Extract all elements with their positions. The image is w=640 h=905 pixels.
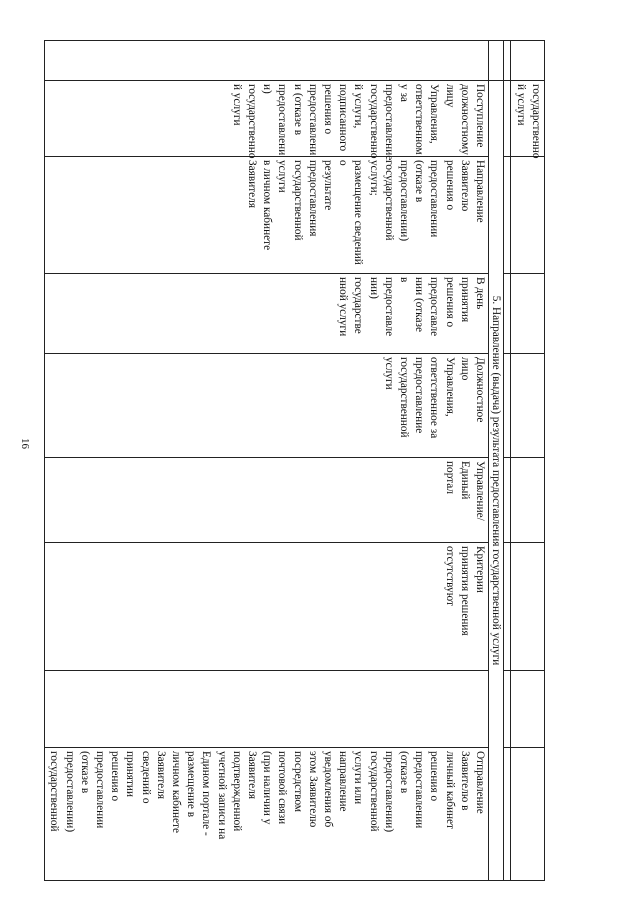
procedure-table bbox=[44, 40, 545, 881]
empty-cell bbox=[511, 543, 545, 671]
cell-responsible: Должностное лицо Управления, ответственное за предоставление государственной услуги bbox=[45, 354, 489, 458]
empty-cell bbox=[504, 458, 511, 543]
empty-cell bbox=[511, 458, 545, 543]
procedure-table-wrapper bbox=[48, 40, 545, 880]
empty-cell bbox=[504, 157, 511, 274]
cell-empty-result bbox=[45, 671, 489, 748]
cell-term: В день принятия решения о предоставле нии (отказе в предоставле нии) государстве нной услуги bbox=[45, 274, 489, 354]
empty-cell bbox=[504, 671, 511, 748]
empty-cell bbox=[45, 41, 489, 81]
previous-row-cell: государственно й услуги bbox=[511, 81, 545, 157]
empty-cell bbox=[504, 354, 511, 458]
page-number: 16 bbox=[19, 438, 31, 449]
empty-cell bbox=[511, 41, 545, 81]
cell-result: Отправление Заявителю в личный кабинет решения о предоставлении (отказе в предоставлении) государственной услуги или направление уведомления об этом Заявителю посредством почтовой связи (при наличии у Заявителя подтвержденной учетной записи на Едином портале - размещение в личном кабинете Заявителя сведений о принятии решения о предоставлении (отказе в предоставлении) государственной bbox=[45, 748, 489, 881]
cell-action: Направление Заявителю решения о предоставлении (отказе в предоставлении) государственной услуги; размещение сведений о результате предоставления государственной услуги в личном кабинете Заявителя bbox=[45, 157, 489, 274]
empty-cell bbox=[511, 157, 545, 274]
empty-cell bbox=[511, 671, 545, 748]
empty-cell bbox=[489, 41, 504, 81]
cell-basis: Поступление должностному лицу Управления, ответственном у за предоставление государственно й услуги, подписанного решения о предоставлени и (отказе в предоставлени и) государственно й услуги bbox=[45, 81, 489, 157]
empty-cell bbox=[504, 543, 511, 671]
empty-cell bbox=[504, 274, 511, 354]
empty-cell bbox=[504, 748, 511, 881]
empty-cell bbox=[511, 274, 545, 354]
cell-criteria: Критерии принятия решения отсутствуют bbox=[45, 543, 489, 671]
cell-place: Управление/ Единый портал bbox=[45, 458, 489, 543]
previous-row bbox=[511, 41, 545, 881]
empty-cell bbox=[511, 354, 545, 458]
spacer-row bbox=[504, 41, 511, 881]
procedure-row bbox=[45, 41, 489, 881]
section-header-row bbox=[489, 41, 504, 881]
section-title: 5. Направление (выдача) результата предоставления государственной услуги bbox=[489, 81, 504, 881]
empty-cell bbox=[511, 748, 545, 881]
empty-cell bbox=[504, 81, 511, 157]
empty-cell bbox=[504, 41, 511, 81]
